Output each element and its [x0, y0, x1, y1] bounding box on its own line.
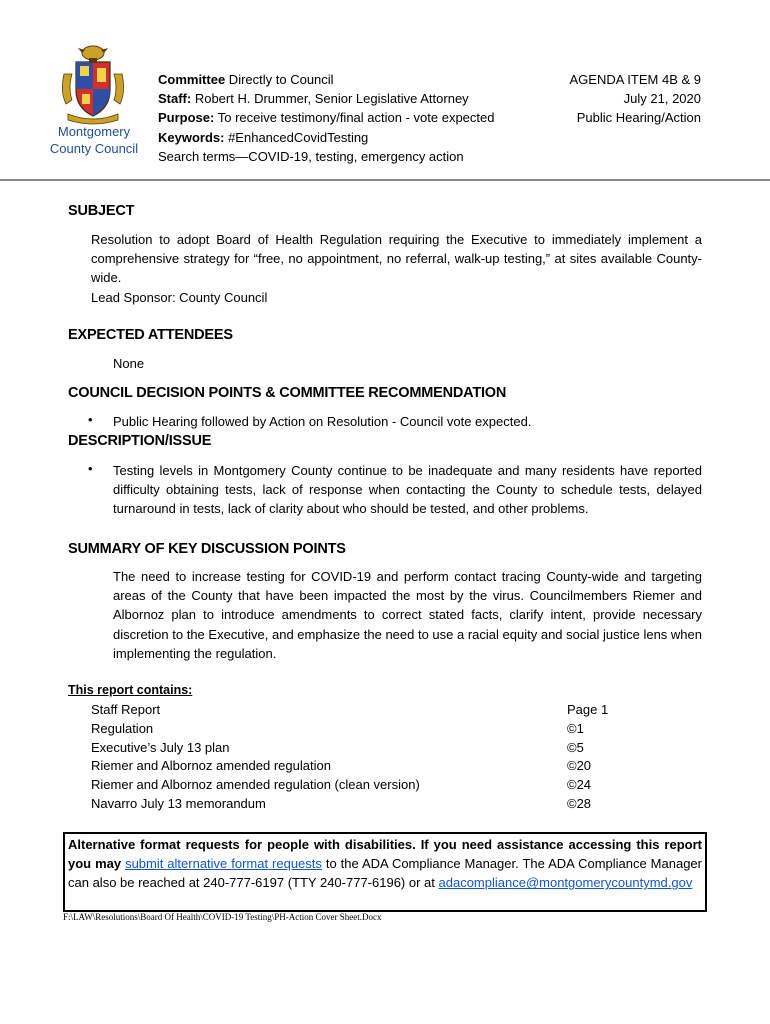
staff-line — [158, 89, 494, 108]
contents-label: Executive’s July 13 plan — [91, 739, 230, 755]
contents-page: ©28 — [567, 795, 592, 811]
attendees-value: None — [113, 356, 145, 371]
list-item — [91, 701, 621, 720]
list-item — [91, 795, 621, 814]
summary-heading: SUMMARY OF KEY DISCUSSION POINTS — [68, 541, 346, 557]
alternative-format-link[interactable]: submit alternative format requests — [125, 856, 322, 872]
contents-page: ©24 — [567, 777, 592, 793]
meeting-action: Public Hearing/Action — [576, 110, 701, 126]
committee-value: Directly to Council — [225, 72, 334, 87]
contents-page: Page 1 — [567, 702, 609, 717]
keywords-value: #EnhancedCovidTesting — [224, 129, 369, 145]
meeting-date: July 21, 2020 — [623, 91, 701, 107]
committee-label: Committee — [158, 72, 226, 87]
list-item — [91, 739, 621, 758]
accessibility-notice — [63, 832, 707, 912]
county-name-line1: Montgomery — [57, 124, 131, 139]
ada-email-link[interactable]: adacompliance@montgomerycountymd.gov — [438, 875, 693, 891]
subject-heading: SUBJECT — [68, 203, 135, 219]
contents-page: ©5 — [567, 739, 584, 755]
list-item — [91, 757, 621, 776]
notice-text: to the ADA Compliance Manager. The ADA Compliance Manager can also be reached at 240-777-6197 (TTY 240-777-6196) or at — [68, 856, 702, 891]
list-item — [91, 720, 621, 739]
contents-label: Riemer and Albornoz amended regulation — [91, 758, 331, 774]
bullet-icon: • — [88, 461, 93, 476]
attendees-heading: EXPECTED ATTENDEES — [68, 327, 233, 343]
agenda-block — [570, 70, 702, 128]
list-item — [91, 776, 621, 795]
county-name — [40, 123, 148, 157]
bullet-icon: • — [88, 412, 93, 427]
summary-text: The need to increase testing for COVID-19 and perform contact tracing County-wide and targeting areas of the County that have been impacted the most by the virus. Councilmembers Riemer and Albornoz plan to introduce amendments to correct stated facts, clarify intent, provide necessary discretion to the Executive, and emphasize the need to use a racial equity and social justice lens when implementing the regulation. — [113, 569, 702, 661]
subject-text: Resolution to adopt Board of Health Regulation requiring the Executive to immediately implement a comprehensive strategy for “free, no appointment, no referral, walk-up testing,” at sites available County-wide. — [91, 232, 702, 286]
staff-label: Staff: — [158, 91, 192, 107]
contents-label: Regulation — [91, 720, 154, 736]
contents-list — [91, 701, 621, 814]
document-header — [0, 0, 770, 180]
lead-sponsor: Lead Sponsor: County Council — [91, 290, 268, 305]
contents-page: ©1 — [567, 720, 584, 736]
header-divider — [0, 179, 770, 181]
file-path-footer: F:\LAW\Resolutions\Board Of Health\COVID-19 Testing\PH-Action Cover Sheet.Docx — [63, 912, 382, 922]
staff-value: Robert H. Drummer, Senior Legislative Attorney — [191, 91, 469, 107]
contents-label: Riemer and Albornoz amended regulation (clean version) — [91, 777, 420, 793]
purpose-line — [158, 108, 494, 127]
county-seal-logo — [58, 44, 128, 126]
description-heading: DESCRIPTION/ISSUE — [68, 433, 212, 449]
decision-heading: COUNCIL DECISION POINTS & COMMITTEE RECOMMENDATION — [68, 385, 507, 401]
contents-label: Staff Report — [91, 702, 161, 717]
keywords-line — [158, 128, 494, 147]
county-name-line2: County Council — [49, 141, 139, 156]
decision-bullet-text: Public Hearing followed by Action on Resolution - Council vote expected. — [113, 414, 532, 429]
notice-bold-text: Alternative format requests for people with disabilities. If you need assistance accessing this report you may — [68, 837, 702, 872]
search-terms-line: Search terms—COVID-19, testing, emergency action — [158, 148, 464, 164]
purpose-label: Purpose: — [158, 110, 215, 126]
description-bullet-text: Testing levels in Montgomery County continue to be inadequate and many residents have reported difficulty obtaining tests, lack of response when contacting the County to schedule tests, delayed turnaround in tests, lack of clarity about who should be tested, and other problems. — [113, 463, 702, 517]
keywords-label: Keywords: — [158, 129, 225, 145]
committee-line — [158, 70, 494, 89]
contents-label: Navarro July 13 memorandum — [91, 795, 266, 811]
agenda-item: AGENDA ITEM 4B & 9 — [569, 72, 701, 87]
purpose-value: To receive testimony/final action - vote expected — [214, 110, 495, 126]
memo-metadata — [158, 70, 494, 166]
contents-title: This report contains: — [68, 683, 193, 697]
contents-page: ©20 — [567, 758, 592, 774]
